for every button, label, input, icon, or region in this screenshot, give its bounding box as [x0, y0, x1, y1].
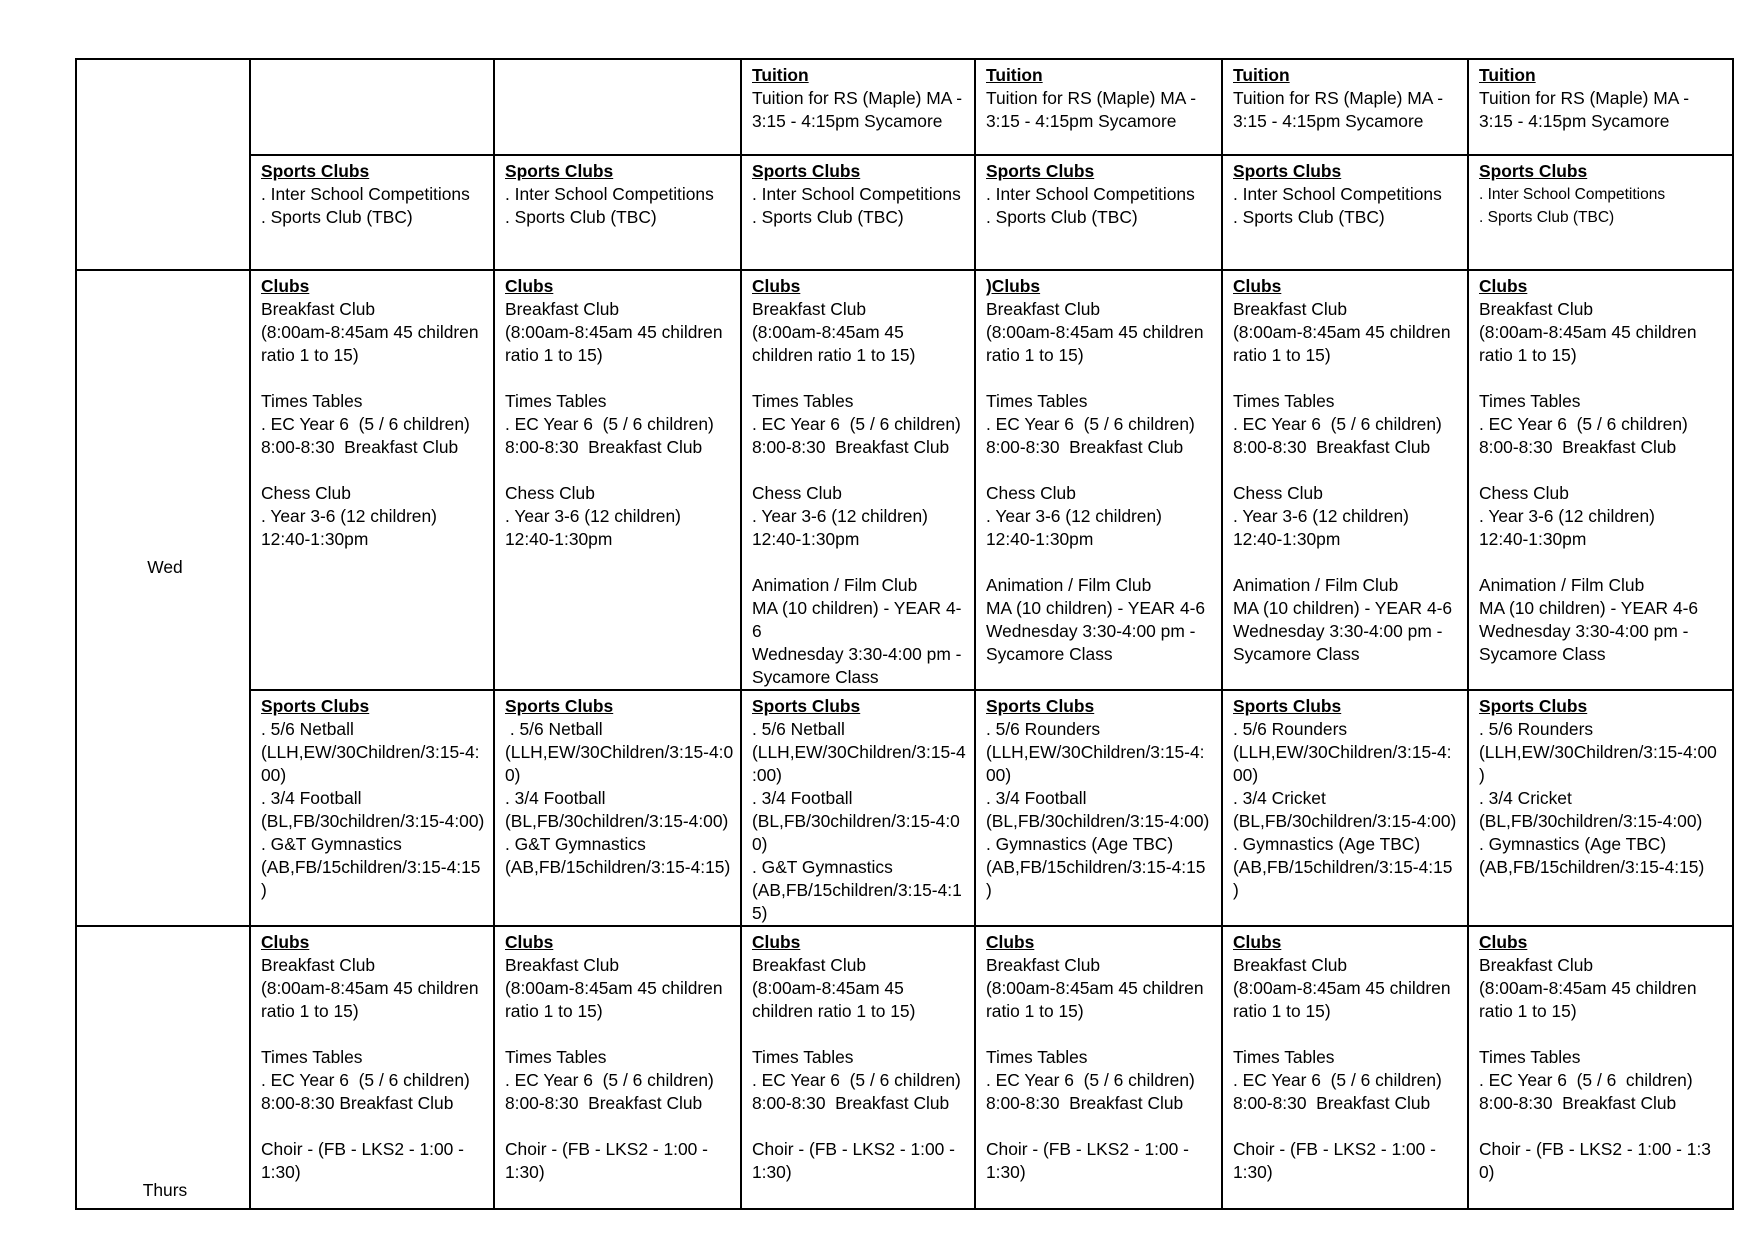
- cell-line: . EC Year 6 (5 / 6 children): [752, 414, 961, 434]
- cell-line: Chess Club: [752, 483, 842, 503]
- cell-line: (8:00am-8:45am 45 children: [1479, 322, 1697, 342]
- cell-line: Times Tables: [986, 1047, 1088, 1067]
- cell-line: . EC Year 6 (5 / 6 children): [505, 414, 714, 434]
- cell-line: . 3/4 Football: [986, 788, 1087, 808]
- cell-line: (8:00am-8:45am 45 children: [1233, 978, 1451, 998]
- cell-line: Animation / Film Club: [1479, 575, 1645, 595]
- cell-line: 8:00-8:30 Breakfast Club: [1233, 1093, 1431, 1113]
- cell-line: MA (10 children) - YEAR 4-6: [1479, 598, 1699, 618]
- cell-line: . 5/6 Rounders: [1233, 719, 1348, 739]
- cell-line: (AB,FB/15children/3:15-4:15): [1479, 857, 1705, 877]
- cell-line: Chess Club: [1233, 483, 1323, 503]
- cell-line: Breakfast Club: [752, 299, 867, 319]
- cell-line: ratio 1 to 15): [1233, 1001, 1331, 1021]
- cell-line: Wednesday 3:30-4:00 pm -: [1233, 621, 1443, 641]
- cell-line: . EC Year 6 (5 / 6 children): [1233, 414, 1442, 434]
- cell-line: Animation / Film Club: [752, 575, 918, 595]
- cell-line: (LLH,EW/30Children/3:15-4:: [261, 742, 480, 762]
- day-label-thurs: Thurs: [142, 1180, 188, 1200]
- cell-heading: Sports Clubs: [752, 696, 861, 716]
- cell-line: 12:40-1:30pm: [261, 529, 369, 549]
- cell-line: . G&T Gymnastics: [505, 834, 646, 854]
- cell-heading: Clubs: [752, 932, 801, 952]
- cell-line: Breakfast Club: [261, 955, 376, 975]
- cell-line: . Inter School Competitions: [1233, 184, 1442, 204]
- schedule-cell-tuition: [975, 59, 1222, 155]
- cell-line: . Year 3-6 (12 children): [752, 506, 928, 526]
- cell-heading: Clubs: [986, 932, 1035, 952]
- cell-line: . EC Year 6 (5 / 6 children): [752, 1070, 961, 1090]
- cell-line: children ratio 1 to 15): [752, 345, 916, 365]
- cell-line: 8:00-8:30 Breakfast Club: [505, 1093, 703, 1113]
- schedule-cell-wed-clubs: [494, 270, 741, 690]
- cell-line: ratio 1 to 15): [1479, 1001, 1577, 1021]
- cell-line: (LLH,EW/30Children/3:15-4:0: [505, 742, 734, 762]
- cell-line: Wednesday 3:30-4:00 pm -: [986, 621, 1196, 641]
- cell-line: (BL,FB/30children/3:15-4:0: [752, 811, 960, 831]
- cell-spacer: [1233, 459, 1461, 482]
- cell-line: Breakfast Club: [505, 299, 620, 319]
- cell-line: Breakfast Club: [752, 955, 867, 975]
- cell-spacer: [752, 1115, 968, 1138]
- cell-spacer: [1479, 1023, 1726, 1046]
- cell-line: Times Tables: [752, 391, 854, 411]
- cell-line: ratio 1 to 15): [261, 345, 359, 365]
- cell-line: (BL,FB/30children/3:15-4:00): [986, 811, 1210, 831]
- cell-line: (8:00am-8:45am 45: [752, 978, 904, 998]
- schedule-cell-wed-sports: [975, 690, 1222, 926]
- row-wed-clubs: [76, 270, 1733, 690]
- cell-line: . Inter School Competitions: [986, 184, 1195, 204]
- cell-heading: Clubs: [1479, 276, 1528, 296]
- cell-heading: Sports Clubs: [505, 696, 614, 716]
- cell-heading: Clubs: [752, 276, 801, 296]
- cell-line: 12:40-1:30pm: [752, 529, 860, 549]
- cell-line: Breakfast Club: [1479, 955, 1594, 975]
- day-label-wed: Wed: [147, 557, 183, 577]
- cell-spacer: [1479, 367, 1726, 390]
- cell-heading: Sports Clubs: [505, 161, 614, 181]
- cell-line: 1:30): [505, 1162, 545, 1182]
- cell-line: Breakfast Club: [986, 955, 1101, 975]
- cell-heading: Sports Clubs: [261, 696, 370, 716]
- cell-line: . Sports Club (TBC): [1233, 207, 1385, 227]
- cell-spacer: [986, 459, 1215, 482]
- empty-cell: [494, 59, 741, 155]
- cell-heading: Clubs: [1479, 932, 1528, 952]
- cell-spacer: [1233, 551, 1461, 574]
- schedule-cell-wed-sports: [1468, 690, 1733, 926]
- schedule-cell-wed-clubs: [1468, 270, 1733, 690]
- cell-line: (LLH,EW/30Children/3:15-4:: [986, 742, 1205, 762]
- cell-line: 8:00-8:30 Breakfast Club: [986, 437, 1184, 457]
- cell-line: 8:00-8:30 Breakfast Club: [1479, 1093, 1677, 1113]
- schedule-cell-thurs-clubs: [1468, 926, 1733, 1209]
- day-cell-blank: [76, 59, 250, 270]
- cell-line: . Inter School Competitions: [752, 184, 961, 204]
- cell-line: ): [1479, 765, 1485, 785]
- cell-line: Sycamore Class: [986, 644, 1113, 664]
- cell-line: 8:00-8:30 Breakfast Club: [261, 437, 459, 457]
- cell-line: ): [1233, 880, 1239, 900]
- cell-spacer: [986, 551, 1215, 574]
- cell-heading: Sports Clubs: [1233, 696, 1342, 716]
- cell-line: :00): [752, 765, 782, 785]
- cell-line: (8:00am-8:45am 45 children: [1479, 978, 1697, 998]
- cell-line: (BL,FB/30children/3:15-4:00): [1233, 811, 1457, 831]
- schedule-cell-wed-sports: [494, 690, 741, 926]
- cell-line: (LLH,EW/30Children/3:15-4:: [1233, 742, 1452, 762]
- cell-line: Chess Club: [261, 483, 351, 503]
- cell-heading: Sports Clubs: [261, 161, 370, 181]
- cell-line: . Sports Club (TBC): [505, 207, 657, 227]
- cell-line: (BL,FB/30children/3:15-4:00): [1479, 811, 1703, 831]
- cell-heading: Sports Clubs: [986, 696, 1095, 716]
- cell-spacer: [752, 551, 968, 574]
- cell-line: 8:00-8:30 Breakfast Club: [1233, 437, 1431, 457]
- cell-heading: Sports Clubs: [1479, 161, 1588, 181]
- cell-line: . Gymnastics (Age TBC): [1233, 834, 1421, 854]
- schedule-cell-sports-1: [741, 155, 975, 270]
- cell-line: . 5/6 Netball: [752, 719, 845, 739]
- cell-line: Choir - (FB - LKS2 - 1:00 -: [986, 1139, 1189, 1159]
- cell-spacer: [752, 1023, 968, 1046]
- cell-line: (AB,FB/15children/3:15-4:1: [752, 880, 962, 900]
- cell-line: (8:00am-8:45am 45 children: [261, 322, 479, 342]
- schedule-cell-wed-clubs: [250, 270, 494, 690]
- cell-spacer: [1233, 1115, 1461, 1138]
- cell-line: 00): [1233, 765, 1259, 785]
- cell-line: 8:00-8:30 Breakfast Club: [752, 1093, 950, 1113]
- row-thurs-clubs: [76, 926, 1733, 1209]
- cell-spacer: [505, 459, 734, 482]
- cell-line: Animation / Film Club: [1233, 575, 1399, 595]
- schedule-cell-thurs-clubs: [975, 926, 1222, 1209]
- cell-line: . 3/4 Football: [261, 788, 362, 808]
- cell-line: . Inter School Competitions: [505, 184, 714, 204]
- cell-line: ): [986, 880, 992, 900]
- cell-line: . EC Year 6 (5 / 6 children): [1479, 414, 1688, 434]
- cell-line: ratio 1 to 15): [1233, 345, 1331, 365]
- cell-line: 12:40-1:30pm: [1479, 529, 1587, 549]
- cell-spacer: [1479, 1115, 1726, 1138]
- cell-line: (BL,FB/30children/3:15-4:00): [261, 811, 485, 831]
- cell-line: 1:30): [261, 1162, 301, 1182]
- cell-line: MA (10 children) - YEAR 4-6: [752, 598, 962, 641]
- cell-line: (LLH,EW/30Children/3:15-4: [752, 742, 966, 762]
- cell-line: 8:00-8:30 Breakfast Club: [505, 437, 703, 457]
- cell-line: . Gymnastics (Age TBC): [1479, 834, 1667, 854]
- cell-line: . Year 3-6 (12 children): [261, 506, 437, 526]
- timetable: [75, 58, 1734, 1210]
- cell-line: ratio 1 to 15): [261, 1001, 359, 1021]
- cell-spacer: [986, 1023, 1215, 1046]
- cell-spacer: [986, 367, 1215, 390]
- schedule-cell-thurs-clubs: [741, 926, 975, 1209]
- cell-heading: Clubs: [1233, 932, 1282, 952]
- cell-line: Times Tables: [986, 391, 1088, 411]
- cell-line: Tuition for RS (Maple) MA -: [752, 88, 963, 108]
- cell-line: 1:30): [1233, 1162, 1273, 1182]
- cell-heading: Tuition: [986, 65, 1043, 85]
- cell-line: . 3/4 Football: [505, 788, 606, 808]
- cell-line: ): [261, 880, 267, 900]
- cell-heading: Clubs: [505, 276, 554, 296]
- cell-line: . G&T Gymnastics: [752, 857, 893, 877]
- cell-line: Chess Club: [1479, 483, 1569, 503]
- cell-spacer: [505, 367, 734, 390]
- cell-line: Breakfast Club: [1233, 955, 1348, 975]
- cell-line: . EC Year 6 (5 / 6 children): [986, 1070, 1195, 1090]
- cell-line: 1:30): [986, 1162, 1026, 1182]
- cell-line: Wednesday 3:30-4:00 pm -: [1479, 621, 1689, 641]
- cell-line: (AB,FB/15children/3:15-4:15: [986, 857, 1206, 877]
- cell-line: . 3/4 Football: [752, 788, 853, 808]
- schedule-cell-sports-1: [250, 155, 494, 270]
- cell-line: Breakfast Club: [505, 955, 620, 975]
- cell-heading: Sports Clubs: [1479, 696, 1588, 716]
- cell-line: (8:00am-8:45am 45: [752, 322, 904, 342]
- cell-line: (LLH,EW/30Children/3:15-4:00: [1479, 742, 1717, 762]
- cell-line: . G&T Gymnastics: [261, 834, 402, 854]
- cell-spacer: [1479, 551, 1726, 574]
- cell-heading: Tuition: [1233, 65, 1290, 85]
- cell-line: Chess Club: [986, 483, 1076, 503]
- schedule-cell-tuition: [741, 59, 975, 155]
- cell-line: ratio 1 to 15): [986, 1001, 1084, 1021]
- cell-line: . EC Year 6 (5 / 6 children): [505, 1070, 714, 1090]
- cell-line: . Sports Club (TBC): [261, 207, 413, 227]
- cell-line: Sycamore Class: [752, 667, 879, 687]
- cell-line: Chess Club: [505, 483, 595, 503]
- cell-spacer: [1233, 1023, 1461, 1046]
- cell-line: Times Tables: [752, 1047, 854, 1067]
- schedule-cell-tuition: [1468, 59, 1733, 155]
- cell-line: 3:15 - 4:15pm Sycamore: [752, 111, 943, 131]
- cell-line: Wednesday 3:30-4:00 pm -: [752, 644, 962, 664]
- row-wed-sports: [76, 690, 1733, 926]
- cell-line: 12:40-1:30pm: [505, 529, 613, 549]
- cell-line: (BL,FB/30children/3:15-4:00): [505, 811, 729, 831]
- schedule-cell-thurs-clubs: [1222, 926, 1468, 1209]
- cell-line: . 5/6 Netball: [261, 719, 354, 739]
- cell-line: (8:00am-8:45am 45 children: [261, 978, 479, 998]
- cell-line: Times Tables: [261, 391, 363, 411]
- cell-heading: Tuition: [752, 65, 809, 85]
- cell-line: Tuition for RS (Maple) MA -: [1479, 88, 1690, 108]
- cell-line: Times Tables: [1233, 1047, 1335, 1067]
- row-sports-1: [76, 155, 1733, 270]
- cell-line: 1:30): [752, 1162, 792, 1182]
- cell-line: 12:40-1:30pm: [1233, 529, 1341, 549]
- schedule-cell-tuition: [1222, 59, 1468, 155]
- cell-line: children ratio 1 to 15): [752, 1001, 916, 1021]
- cell-line: 5): [752, 903, 768, 923]
- cell-spacer: [1479, 459, 1726, 482]
- cell-line: Times Tables: [261, 1047, 363, 1067]
- cell-line: 8:00-8:30 Breakfast Club: [986, 1093, 1184, 1113]
- cell-line: ratio 1 to 15): [1479, 345, 1577, 365]
- cell-line: . 5/6 Rounders: [1479, 719, 1594, 739]
- empty-cell: [250, 59, 494, 155]
- schedule-cell-wed-clubs: [1222, 270, 1468, 690]
- schedule-cell-sports-1: [1468, 155, 1733, 270]
- cell-spacer: [505, 1115, 734, 1138]
- cell-line: . Sports Club (TBC): [1479, 209, 1615, 226]
- cell-line: . EC Year 6 (5 / 6 children): [986, 414, 1195, 434]
- schedule-cell-thurs-clubs: [250, 926, 494, 1209]
- cell-heading: )Clubs: [986, 276, 1041, 296]
- cell-line: Times Tables: [505, 391, 607, 411]
- cell-heading: Sports Clubs: [986, 161, 1095, 181]
- cell-line: Tuition for RS (Maple) MA -: [1233, 88, 1444, 108]
- cell-line: 3:15 - 4:15pm Sycamore: [1479, 111, 1670, 131]
- cell-line: Sycamore Class: [1479, 644, 1606, 664]
- cell-line: . EC Year 6 (5 / 6 children): [261, 414, 470, 434]
- cell-line: . Sports Club (TBC): [986, 207, 1138, 227]
- cell-line: 0): [752, 834, 768, 854]
- cell-line: Breakfast Club: [986, 299, 1101, 319]
- cell-line: . Gymnastics (Age TBC): [986, 834, 1174, 854]
- cell-line: Tuition for RS (Maple) MA -: [986, 88, 1197, 108]
- cell-line: 00): [986, 765, 1012, 785]
- cell-line: Times Tables: [1233, 391, 1335, 411]
- schedule-cell-wed-sports: [250, 690, 494, 926]
- row-tuition: [76, 59, 1733, 155]
- cell-line: MA (10 children) - YEAR 4-6: [986, 598, 1206, 618]
- cell-line: Breakfast Club: [261, 299, 376, 319]
- cell-heading: Sports Clubs: [1233, 161, 1342, 181]
- cell-line: . 3/4 Cricket: [1479, 788, 1572, 808]
- schedule-cell-thurs-clubs: [494, 926, 741, 1209]
- cell-line: . EC Year 6 (5 / 6 children): [1233, 1070, 1442, 1090]
- cell-line: . 3/4 Cricket: [1233, 788, 1326, 808]
- cell-line: Times Tables: [1479, 391, 1581, 411]
- cell-line: (8:00am-8:45am 45 children: [986, 978, 1204, 998]
- cell-line: ratio 1 to 15): [505, 1001, 603, 1021]
- cell-line: . Sports Club (TBC): [752, 207, 904, 227]
- cell-line: (8:00am-8:45am 45 children: [505, 322, 723, 342]
- cell-spacer: [752, 459, 968, 482]
- cell-line: . Year 3-6 (12 children): [505, 506, 681, 526]
- cell-line: Animation / Film Club: [986, 575, 1152, 595]
- cell-line: ratio 1 to 15): [986, 345, 1084, 365]
- cell-heading: Clubs: [261, 276, 310, 296]
- cell-line: (8:00am-8:45am 45 children: [1233, 322, 1451, 342]
- cell-spacer: [986, 1115, 1215, 1138]
- cell-line: 3:15 - 4:15pm Sycamore: [1233, 111, 1424, 131]
- cell-line: Breakfast Club: [1479, 299, 1594, 319]
- cell-line: . EC Year 6 (5 / 6 children): [1479, 1070, 1693, 1090]
- cell-line: Choir - (FB - LKS2 - 1:00 -: [1233, 1139, 1436, 1159]
- cell-line: . EC Year 6 (5 / 6 children): [261, 1070, 470, 1090]
- schedule-cell-sports-1: [494, 155, 741, 270]
- cell-line: . Inter School Competitions: [261, 184, 470, 204]
- cell-spacer: [1233, 367, 1461, 390]
- cell-line: 8:00-8:30 Breakfast Club: [1479, 437, 1677, 457]
- schedule-cell-wed-clubs: [975, 270, 1222, 690]
- cell-line: MA (10 children) - YEAR 4-6: [1233, 598, 1453, 618]
- cell-spacer: [261, 459, 487, 482]
- cell-line: 0): [505, 765, 521, 785]
- cell-heading: Sports Clubs: [752, 161, 861, 181]
- cell-heading: Clubs: [261, 932, 310, 952]
- cell-line: 00): [261, 765, 287, 785]
- cell-line: Choir - (FB - LKS2 - 1:00 -: [752, 1139, 955, 1159]
- cell-line: ratio 1 to 15): [505, 345, 603, 365]
- cell-line: Choir - (FB - LKS2 - 1:00 -: [261, 1139, 464, 1159]
- cell-spacer: [261, 367, 487, 390]
- schedule-cell-wed-sports: [1222, 690, 1468, 926]
- cell-line: 3:15 - 4:15pm Sycamore: [986, 111, 1177, 131]
- cell-heading: Clubs: [505, 932, 554, 952]
- cell-line: Sycamore Class: [1233, 644, 1360, 664]
- cell-line: 8:00-8:30 Breakfast Club: [261, 1093, 454, 1113]
- cell-line: . Year 3-6 (12 children): [986, 506, 1162, 526]
- cell-spacer: [752, 367, 968, 390]
- cell-line: (AB,FB/15children/3:15-4:15: [1233, 857, 1453, 877]
- cell-heading: Clubs: [1233, 276, 1282, 296]
- schedule-cell-sports-1: [1222, 155, 1468, 270]
- cell-spacer: [505, 1023, 734, 1046]
- cell-line: Times Tables: [1479, 1047, 1581, 1067]
- cell-line: (AB,FB/15children/3:15-4:15: [261, 857, 481, 877]
- day-cell-wed: [76, 270, 250, 926]
- cell-line: 8:00-8:30 Breakfast Club: [752, 437, 950, 457]
- schedule-cell-wed-sports: [741, 690, 975, 926]
- cell-line: 12:40-1:30pm: [986, 529, 1094, 549]
- schedule-cell-sports-1: [975, 155, 1222, 270]
- day-cell-thurs: [76, 926, 250, 1209]
- cell-line: . Year 3-6 (12 children): [1479, 506, 1655, 526]
- cell-line: . Inter School Competitions: [1479, 186, 1666, 203]
- cell-line: Times Tables: [505, 1047, 607, 1067]
- cell-line: Choir - (FB - LKS2 - 1:00 -: [505, 1139, 708, 1159]
- cell-line: (AB,FB/15children/3:15-4:15): [505, 857, 731, 877]
- cell-heading: Tuition: [1479, 65, 1536, 85]
- cell-spacer: [261, 1023, 487, 1046]
- cell-line: (8:00am-8:45am 45 children: [986, 322, 1204, 342]
- cell-line: . Year 3-6 (12 children): [1233, 506, 1409, 526]
- cell-line: . 5/6 Netball: [505, 719, 603, 739]
- schedule-cell-wed-clubs: [741, 270, 975, 690]
- cell-line: Breakfast Club: [1233, 299, 1348, 319]
- cell-line: (8:00am-8:45am 45 children: [505, 978, 723, 998]
- cell-line: . 5/6 Rounders: [986, 719, 1101, 739]
- cell-spacer: [261, 1115, 487, 1138]
- cell-line: Choir - (FB - LKS2 - 1:00 - 1:30): [1479, 1139, 1711, 1182]
